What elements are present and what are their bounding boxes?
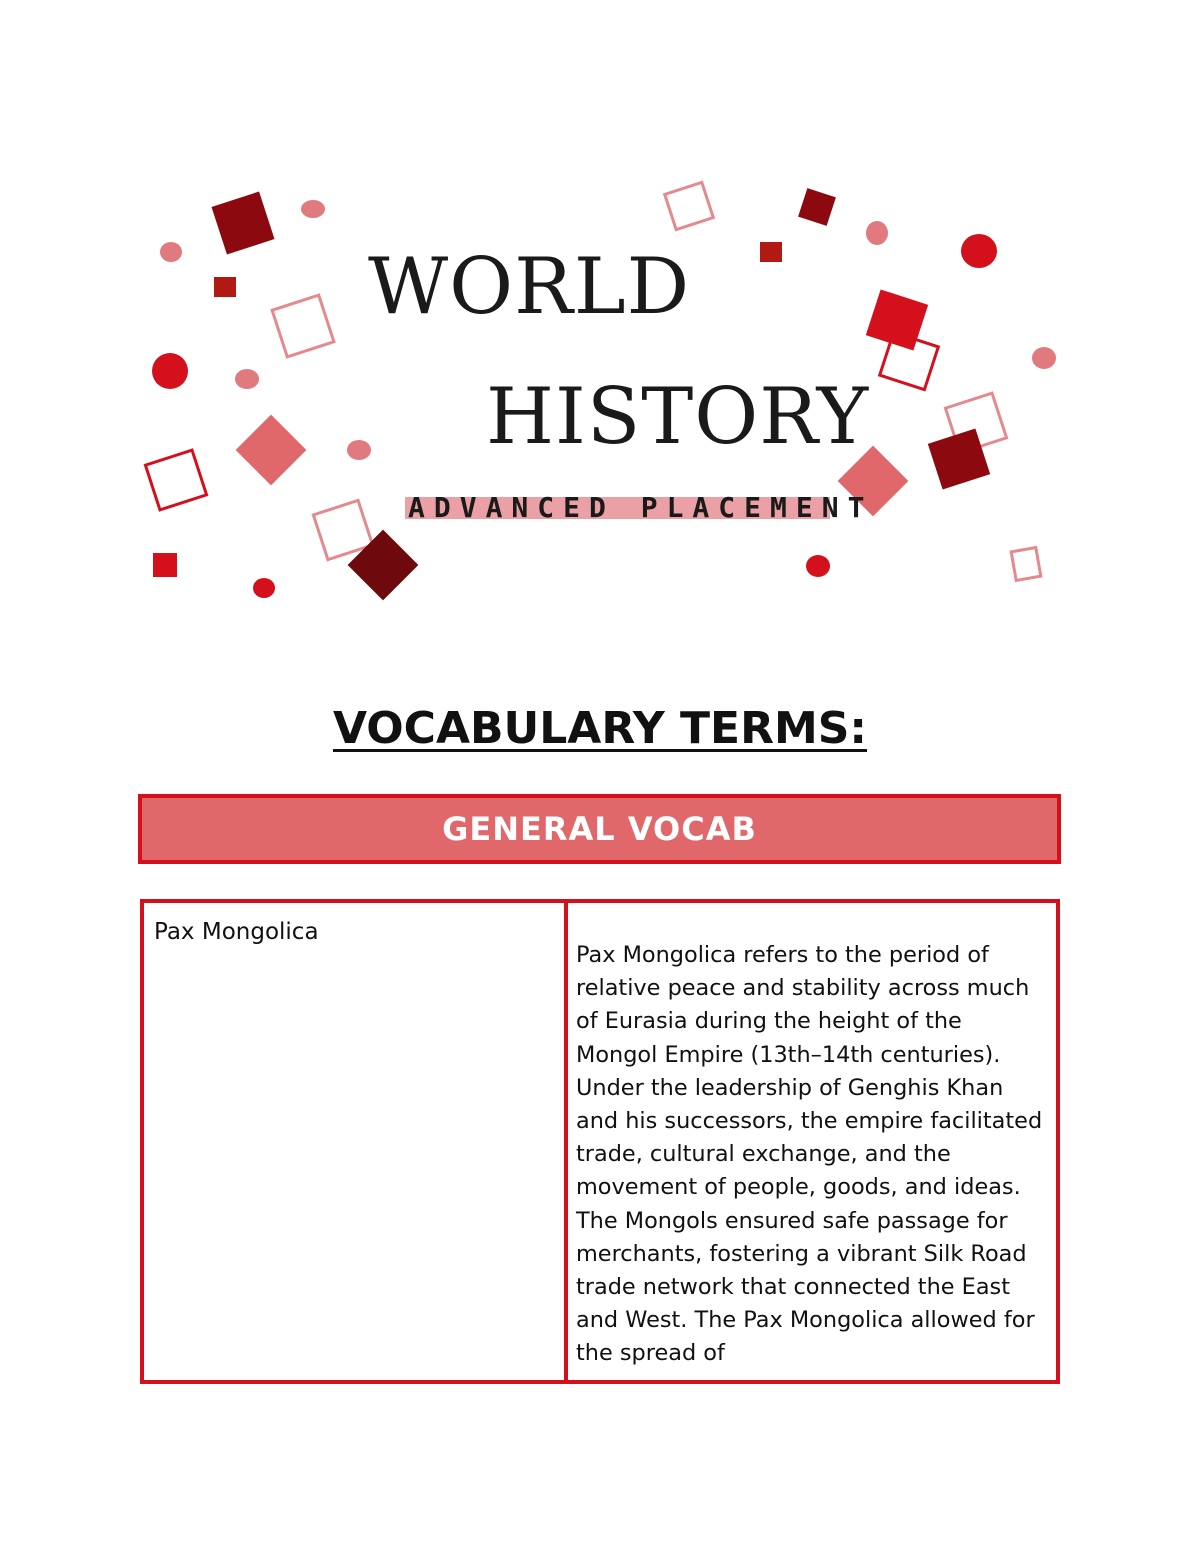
banner-title-world: WORLD bbox=[368, 242, 691, 332]
decorative-dot bbox=[866, 221, 888, 245]
page-heading: VOCABULARY TERMS: bbox=[332, 703, 868, 754]
decorative-dot bbox=[347, 440, 371, 460]
decorative-square bbox=[153, 553, 177, 577]
decorative-dot bbox=[806, 555, 830, 577]
section-header bbox=[138, 794, 1061, 864]
vocab-definition: Pax Mongolica refers to the period of relative peace and stability across much of Eurasia during the height of the Mongol Empire (13th–14th centuries). Under the leadership of Genghis Khan and his successors, the empire facilitated trade, cultural exchange, and the movement of people, goods, and ideas. The Mongols ensured safe passage for merchants, fostering a vibrant Silk Road trade network that connected the East and West. The Pax Mongolica allowed for the spread of bbox=[576, 942, 1043, 1367]
decorative-dot bbox=[152, 353, 188, 389]
decorative-dot bbox=[961, 234, 997, 268]
title-banner bbox=[0, 0, 1200, 640]
vocab-table bbox=[140, 899, 1060, 1384]
vocab-definition-cell bbox=[568, 903, 1056, 1380]
decorative-square-outline bbox=[1009, 546, 1042, 582]
decorative-square-outline bbox=[663, 180, 715, 231]
decorative-square bbox=[798, 188, 836, 226]
decorative-square-outline bbox=[144, 448, 209, 512]
banner-subtitle: ADVANCED PLACEMENT bbox=[408, 491, 874, 524]
decorative-dot bbox=[160, 242, 182, 262]
decorative-dot bbox=[235, 369, 259, 389]
decorative-dot bbox=[1032, 347, 1056, 369]
vocab-term-cell bbox=[144, 903, 568, 1380]
decorative-square bbox=[760, 242, 782, 262]
vocab-term: Pax Mongolica bbox=[154, 919, 319, 945]
decorative-dot bbox=[253, 578, 275, 598]
decorative-square bbox=[211, 191, 274, 254]
decorative-square bbox=[214, 277, 236, 297]
decorative-square-outline bbox=[270, 293, 336, 359]
decorative-diamond bbox=[236, 415, 307, 486]
section-title: GENERAL VOCAB bbox=[442, 810, 757, 848]
banner-title-history: HISTORY bbox=[486, 372, 870, 462]
decorative-dot bbox=[301, 200, 325, 218]
